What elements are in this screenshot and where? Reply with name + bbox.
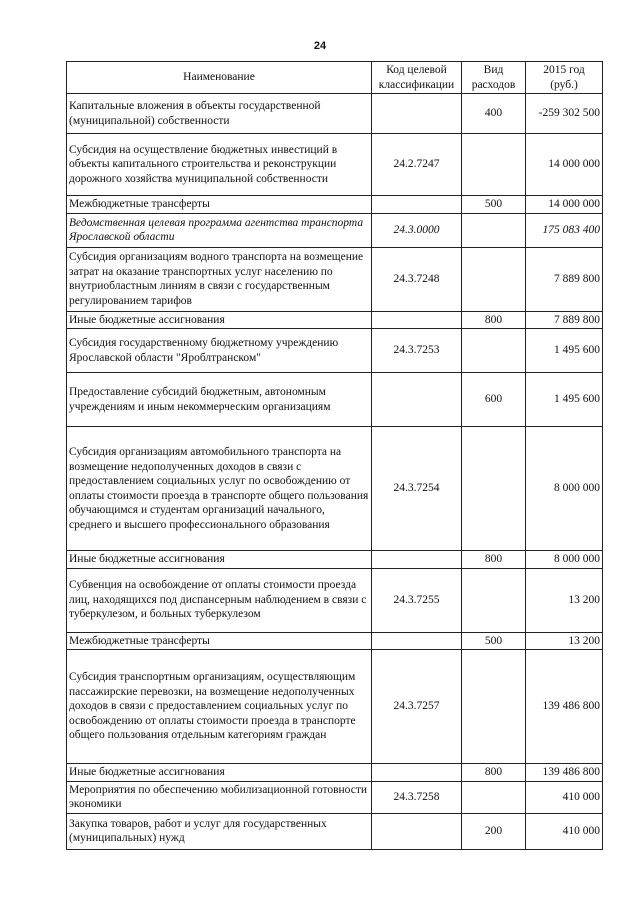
cell-code: 24.3.7248	[372, 247, 462, 311]
header-code: Код целевой классификации	[372, 62, 462, 94]
cell-kind	[462, 213, 526, 247]
cell-name: Иные бюджетные ассигнования	[67, 764, 372, 782]
cell-amount: 1 495 600	[526, 329, 603, 373]
page-number: 24	[313, 40, 327, 52]
table-row	[67, 134, 603, 196]
table-row	[67, 94, 603, 134]
cell-code	[372, 764, 462, 782]
header-row	[67, 62, 603, 94]
cell-name: Иные бюджетные ассигнования	[67, 551, 372, 569]
cell-kind: 400	[462, 94, 526, 134]
cell-name: Субсидия организациям автомобильного транспорта на возмещение недополученных доходов в связи с предоставлением социальных услуг по освобождению от оплаты стоимости проезда в транспорте общего пользования обучающимся и студентам организаций начального, среднего и высшего профессионального образования	[67, 427, 372, 551]
cell-amount: 14 000 000	[526, 134, 603, 196]
table-row	[67, 373, 603, 427]
cell-code	[372, 813, 462, 849]
cell-code	[372, 373, 462, 427]
table-row	[67, 781, 603, 813]
header-kind: Вид расходов	[462, 62, 526, 94]
cell-name: Субсидия на осуществление бюджетных инвестиций в объекты капитального строительства и реконструкции дорожного хозяйства муниципальной собственности	[67, 134, 372, 196]
cell-name: Мероприятия по обеспечению мобилизационной готовности экономики	[67, 781, 372, 813]
cell-kind	[462, 568, 526, 632]
cell-name: Иные бюджетные ассигнования	[67, 311, 372, 329]
cell-kind	[462, 134, 526, 196]
cell-kind	[462, 329, 526, 373]
cell-kind: 800	[462, 311, 526, 329]
table-row	[67, 632, 603, 650]
table-row	[67, 551, 603, 569]
cell-amount: -259 302 500	[526, 94, 603, 134]
cell-code	[372, 196, 462, 214]
cell-name: Ведомственная целевая программа агентства транспорта Ярославской области	[67, 213, 372, 247]
cell-code: 24.3.7254	[372, 427, 462, 551]
cell-name: Капитальные вложения в объекты государственной (муниципальной) собственности	[67, 94, 372, 134]
cell-amount: 8 000 000	[526, 551, 603, 569]
cell-name: Предоставление субсидий бюджетным, автономным учреждениям и иным некоммерческим организациям	[67, 373, 372, 427]
table-row	[67, 764, 603, 782]
cell-amount: 13 200	[526, 632, 603, 650]
table-row	[67, 311, 603, 329]
cell-kind	[462, 650, 526, 764]
budget-table	[66, 61, 603, 850]
cell-code	[372, 311, 462, 329]
cell-amount: 1 495 600	[526, 373, 603, 427]
cell-kind: 500	[462, 196, 526, 214]
cell-amount: 410 000	[526, 813, 603, 849]
table-row	[67, 427, 603, 551]
cell-name: Субсидия организациям водного транспорта на возмещение затрат на оказание транспортных услуг населению по внутриобластным линиям в связи с государственным регулированием тарифов	[67, 247, 372, 311]
cell-code: 24.3.7255	[372, 568, 462, 632]
cell-kind	[462, 247, 526, 311]
table-row	[67, 213, 603, 247]
cell-code: 24.3.0000	[372, 213, 462, 247]
header-name: Наименование	[67, 62, 372, 94]
cell-code	[372, 551, 462, 569]
cell-kind	[462, 781, 526, 813]
table-row	[67, 329, 603, 373]
cell-amount: 7 889 800	[526, 247, 603, 311]
table-row	[67, 247, 603, 311]
cell-name: Межбюджетные трансферты	[67, 632, 372, 650]
cell-kind: 500	[462, 632, 526, 650]
cell-name: Субсидия транспортным организациям, осуществляющим пассажирские перевозки, на возмещение недополученных доходов в связи с предоставлением социальных услуг по освобождению от оплаты стоимости проезда в транспорте общего пользования отдельным категориям граждан	[67, 650, 372, 764]
cell-name: Межбюджетные трансферты	[67, 196, 372, 214]
table-row	[67, 650, 603, 764]
cell-code	[372, 632, 462, 650]
cell-amount: 139 486 800	[526, 764, 603, 782]
cell-amount: 175 083 400	[526, 213, 603, 247]
cell-name: Закупка товаров, работ и услуг для государственных (муниципальных) нужд	[67, 813, 372, 849]
cell-code	[372, 94, 462, 134]
cell-kind	[462, 427, 526, 551]
cell-kind: 600	[462, 373, 526, 427]
table-row	[67, 568, 603, 632]
cell-amount: 8 000 000	[526, 427, 603, 551]
cell-code: 24.2.7247	[372, 134, 462, 196]
header-amount: 2015 год (руб.)	[526, 62, 603, 94]
cell-name: Субвенция на освобождение от оплаты стоимости проезда лиц, находящихся под диспансерным наблюдением в связи с туберкулезом, и больных туберкулезом	[67, 568, 372, 632]
cell-amount: 7 889 800	[526, 311, 603, 329]
cell-code: 24.3.7257	[372, 650, 462, 764]
table-row	[67, 196, 603, 214]
table-row	[67, 813, 603, 849]
cell-amount: 139 486 800	[526, 650, 603, 764]
cell-kind: 200	[462, 813, 526, 849]
cell-amount: 14 000 000	[526, 196, 603, 214]
cell-kind: 800	[462, 551, 526, 569]
cell-amount: 410 000	[526, 781, 603, 813]
cell-amount: 13 200	[526, 568, 603, 632]
cell-kind: 800	[462, 764, 526, 782]
cell-name: Субсидия государственному бюджетному учреждению Ярославской области "Яроблтранском"	[67, 329, 372, 373]
cell-code: 24.3.7253	[372, 329, 462, 373]
cell-code: 24.3.7258	[372, 781, 462, 813]
